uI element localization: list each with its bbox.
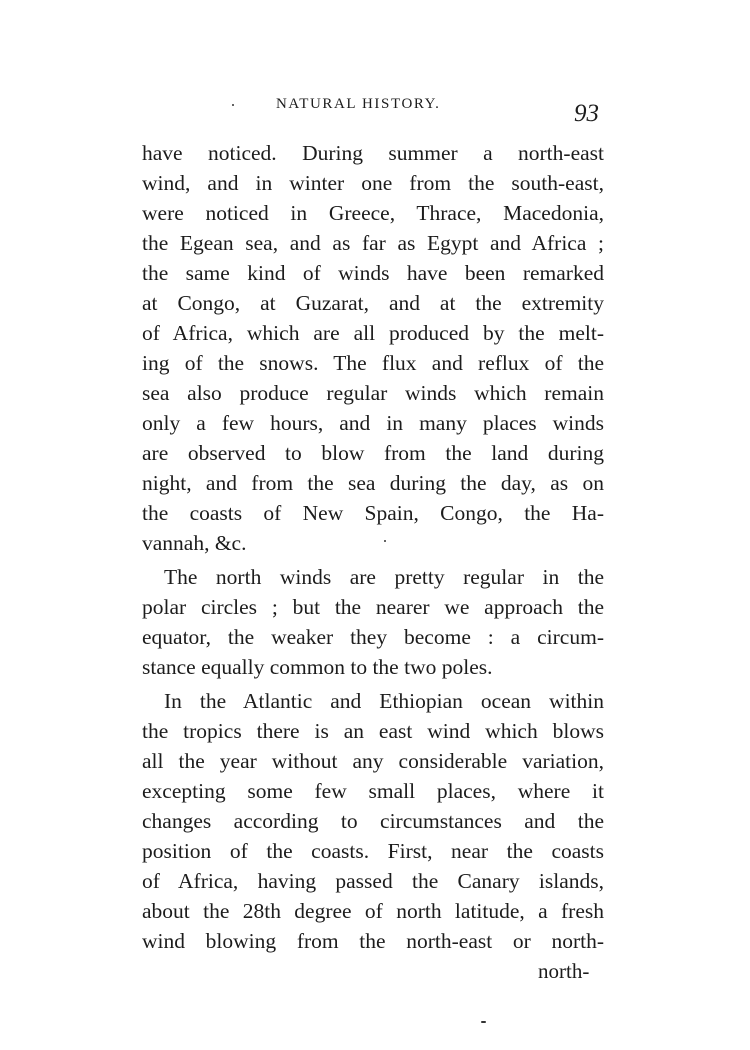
- text-line: the same kind of winds have been remarked: [142, 261, 604, 285]
- text-line: excepting some few small places, where it: [142, 779, 604, 803]
- text-line: at Congo, at Guzarat, and at the extremity: [142, 291, 604, 315]
- text-line: vannah, &c.: [142, 531, 247, 555]
- text-line: sea also produce regular winds which remain: [142, 381, 604, 405]
- text-line: In the Atlantic and Ethiopian ocean within: [164, 689, 604, 713]
- text-line: polar circles ; but the nearer we approach the: [142, 595, 604, 619]
- catchword: north-: [538, 959, 590, 983]
- text-line: are observed to blow from the land during: [142, 441, 604, 465]
- text-line: only a few hours, and in many places winds: [142, 411, 604, 435]
- body-text: [142, 138, 604, 956]
- text-line: wind blowing from the north-east or north-: [142, 929, 604, 953]
- text-line: of Africa, having passed the Canary islands,: [142, 869, 604, 893]
- running-title: NATURAL HISTORY.: [276, 96, 441, 112]
- text-line: equator, the weaker they become : a circum-: [142, 625, 604, 649]
- text-line: the Egean sea, and as far as Egypt and Africa ;: [142, 231, 604, 255]
- text-line: The north winds are pretty regular in the: [164, 565, 604, 589]
- text-line: about the 28th degree of north latitude, a fresh: [142, 899, 604, 923]
- text-line: all the year without any considerable variation,: [142, 749, 604, 773]
- text-line: the tropics there is an east wind which blows: [142, 719, 604, 743]
- paragraph-3: [142, 686, 604, 956]
- text-line: have noticed. During summer a north-east: [142, 141, 604, 165]
- text-line: stance equally common to the two poles.: [142, 655, 493, 679]
- text-line: of Africa, which are all produced by the melt-: [142, 321, 604, 345]
- ink-speck: [384, 540, 386, 542]
- text-line: wind, and in winter one from the south-east,: [142, 171, 604, 195]
- page-number: 93: [574, 100, 599, 127]
- text-line: position of the coasts. First, near the coasts: [142, 839, 604, 863]
- text-line: were noticed in Greece, Thrace, Macedonia,: [142, 201, 604, 225]
- text-line: the coasts of New Spain, Congo, the Ha-: [142, 501, 604, 525]
- paragraph-1: [142, 138, 604, 558]
- paragraph-2: [142, 562, 604, 682]
- text-line: ing of the snows. The flux and reflux of the: [142, 351, 604, 375]
- ink-speck: [232, 104, 234, 106]
- ink-speck: [481, 1021, 486, 1023]
- text-line: changes according to circumstances and the: [142, 809, 604, 833]
- text-line: night, and from the sea during the day, as on: [142, 471, 604, 495]
